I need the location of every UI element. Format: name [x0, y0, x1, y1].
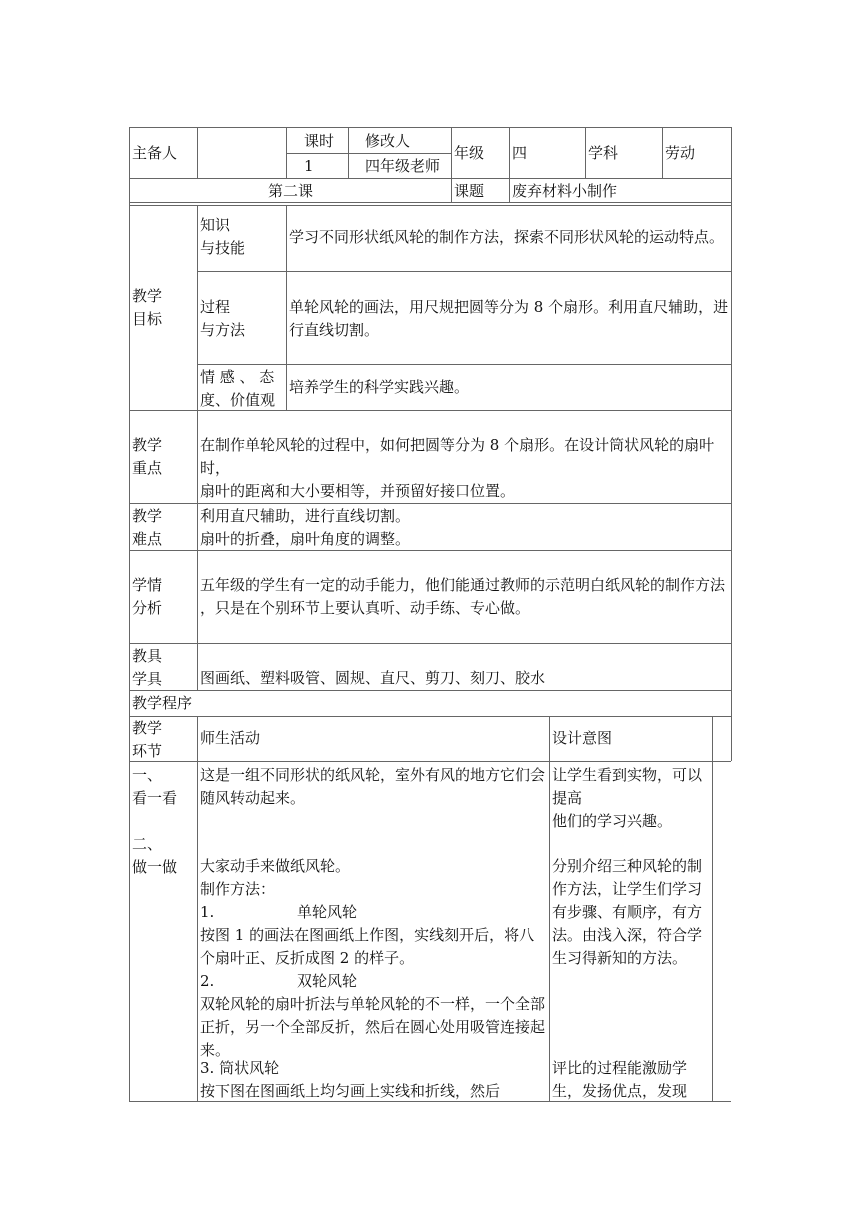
period-value: 1 — [304, 157, 314, 175]
item-2-title: 双轮风轮 — [297, 972, 358, 990]
intent-evaluate: 评比的过程能激励学生，发扬优点，发现 — [552, 1059, 688, 1100]
lesson-label: 第二课 — [267, 182, 313, 200]
objective-knowledge-text: 学习不同形状纸风轮的制作方法，探索不同形状风轮的运动特点。 — [289, 228, 725, 246]
key-points-text: 在制作单轮风轮的过程中，如何把圆等分为 8 个扇形。在设计筒状风轮的扇叶时， 扇叶的距离和大小要相等，并预留好接口位置。 — [200, 436, 715, 500]
col-activity-header: 师生活动 — [200, 729, 261, 747]
preparer-value — [198, 128, 286, 178]
objective-attitude-label: 情 感 、 态 度、价值观 — [200, 368, 276, 409]
grade-value: 四 — [512, 143, 528, 162]
period-label: 课时 — [304, 132, 335, 150]
item-3-text: 3. 筒状风轮 按下图在图画纸上均匀画上实线和折线，然后 — [200, 1059, 501, 1100]
activity-make-intro: 大家动手来做纸风轮。 制作方法： — [200, 857, 351, 898]
key-points-label: 教学 重点 — [132, 436, 163, 477]
item-1-text: 按图 1 的画法在图画纸上作图，实线刻开后，将八个扇叶正、反折成图 2 的样子。 — [200, 926, 535, 967]
difficulties-text: 利用直尺辅助，进行直线切割。 扇叶的折叠，扇叶角度的调整。 — [200, 507, 411, 548]
subject-value: 劳动 — [665, 143, 696, 162]
objective-attitude-text: 培养学生的科学实践兴趣。 — [289, 378, 470, 396]
tools-text: 图画纸、塑料吸管、圆规、直尺、剪刀、刻刀、胶水 — [200, 669, 546, 687]
objective-process-text: 单轮风轮的画法，用尺规把圆等分为 8 个扇形。利用直尺辅助，进 行直线切割。 — [289, 298, 729, 339]
objective-process-label: 过程 与方法 — [200, 298, 246, 339]
item-2-num: 2. — [200, 972, 215, 990]
reviser-value: 四年级老师 — [365, 157, 441, 175]
difficulties-label: 教学 难点 — [132, 507, 163, 548]
analysis-text: 五年级的学生有一定的动手能力，他们能通过教师的示范明白纸风轮的制作方法 ，只是在个别环节上要认真听、动手练、专心做。 — [200, 576, 726, 617]
item-1-title: 单轮风轮 — [297, 903, 358, 921]
subject-label: 学科 — [588, 143, 619, 162]
objectives-label: 教学 目标 — [132, 287, 163, 328]
procedure-stages: 一、 看一看 二、 做一做 — [132, 766, 178, 876]
analysis-label: 学情 分析 — [132, 576, 163, 617]
col-stage-header: 教学 环节 — [132, 719, 163, 760]
item-2-text: 双轮风轮的扇叶折法与单轮风轮的不一样，一个全部正折，另一个全部反折，然后在圆心处用吸管连接起来。 — [200, 995, 546, 1059]
objective-knowledge-label: 知识 与技能 — [200, 216, 246, 257]
topic-value: 废弃材料小制作 — [512, 182, 618, 200]
reviser-label: 修改人 — [365, 132, 411, 150]
intent-look: 让学生看到实物，可以提高 他们的学习兴趣。 — [552, 766, 703, 830]
col-intent-header: 设计意图 — [552, 729, 613, 747]
topic-label: 课题 — [454, 182, 485, 200]
preparer-label: 主备人 — [132, 143, 178, 162]
intent-make: 分别介绍三种风轮的制作方法，让学生们学习有步骤、有顺序，有方法。由浅入深，符合学生习得新知的方法。 — [552, 857, 703, 967]
item-1-num: 1. — [200, 903, 215, 921]
procedure-title: 教学程序 — [132, 694, 193, 712]
grade-label: 年级 — [454, 143, 485, 162]
activity-look: 这是一组不同形状的纸风轮，室外有风的地方它们会随风转动起来。 — [200, 766, 546, 807]
tools-label: 教具 学具 — [132, 647, 163, 688]
